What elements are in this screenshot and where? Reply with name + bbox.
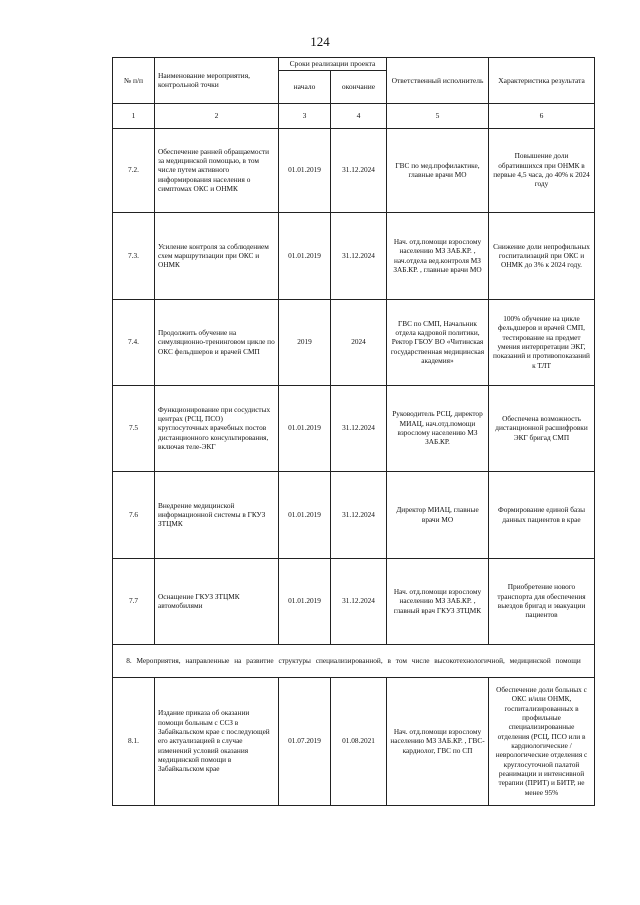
row-name: Продолжить обучение на симуляционно-тренинговом цикле по ОКС фельдшеров и врачей СМП <box>155 299 279 385</box>
row-responsible: Нач. отд.помощи взрослому населению МЗ ЗАБ.КР. , нач.отдела вед.контроля МЗ ЗАБ.КР. , главные врачи МО <box>387 212 489 299</box>
row-num: 7.7 <box>113 558 155 644</box>
table-row <box>113 128 595 212</box>
header-responsible: Ответственный исполнитель <box>387 58 489 104</box>
table-row <box>113 299 595 385</box>
row-result: Повышение доли обратившихся при ОНМК в первые 4,5 часа, до 40% к 2024 году <box>489 128 595 212</box>
table-row <box>113 212 595 299</box>
row-start: 01.07.2019 <box>279 677 331 805</box>
row-responsible: ГВС по СМП, Начальник отдела кадровой политики, Ректор ГБОУ ВО «Читинская государственная медицинская академия» <box>387 299 489 385</box>
row-end: 31.12.2024 <box>331 385 387 471</box>
table-row <box>113 677 595 805</box>
row-start: 01.01.2019 <box>279 558 331 644</box>
header-start: начало <box>279 70 331 103</box>
measures-table <box>112 57 595 806</box>
row-responsible: Нач. отд.помощи взрослому населению МЗ ЗАБ.КР. , главный врач ГКУЗ ЗТЦМК <box>387 558 489 644</box>
header-end: окончание <box>331 70 387 103</box>
row-start: 2019 <box>279 299 331 385</box>
row-name: Усиление контроля за соблюдением схем маршрутизации при ОКС и ОНМК <box>155 212 279 299</box>
header-name: Наименование мероприятия, контрольной точки <box>155 58 279 104</box>
table-row <box>113 558 595 644</box>
row-num: 7.5 <box>113 385 155 471</box>
column-number: 4 <box>331 103 387 128</box>
column-number: 2 <box>155 103 279 128</box>
header-terms: Сроки реализации проекта <box>279 58 387 71</box>
row-result: Формирование единой базы данных пациентов в крае <box>489 471 595 558</box>
row-result: Обеспечена возможность дистанционной расшифровки ЭКГ бригад СМП <box>489 385 595 471</box>
row-num: 7.4. <box>113 299 155 385</box>
table-row <box>113 385 595 471</box>
header-num: № п/п <box>113 58 155 104</box>
row-result: Приобретение нового транспорта для обеспечения выездов бригад и эвакуации пациентов <box>489 558 595 644</box>
row-result: Обеспечение доли больных с ОКС и/или ОНМК, госпитализированных в профильные специализированные отделения (РСЦ, ПСО или в кардиологические / неврологические отделения с круглосуточной палатой реанимации и интенсивной терапии (ПРИТ) и БИТР, не менее 95% <box>489 677 595 805</box>
row-num: 7.2. <box>113 128 155 212</box>
row-num: 7.6 <box>113 471 155 558</box>
column-number: 3 <box>279 103 331 128</box>
row-name: Издание приказа об оказании помощи больным с ССЗ в Забайкальском крае с последующей его актуализацией в случае изменений условий оказания медицинской помощи в Забайкальском крае <box>155 677 279 805</box>
row-end: 2024 <box>331 299 387 385</box>
row-result: Снижение доли непрофильных госпитализаций при ОКС и ОНМК до 3% к 2024 году. <box>489 212 595 299</box>
row-start: 01.01.2019 <box>279 212 331 299</box>
row-start: 01.01.2019 <box>279 385 331 471</box>
page-number: 124 <box>310 34 330 49</box>
row-start: 01.01.2019 <box>279 128 331 212</box>
row-responsible: Нач. отд.помощи взрослому населению МЗ ЗАБ.КР. , ГВС-кардиолог, ГВС по СП <box>387 677 489 805</box>
column-number: 5 <box>387 103 489 128</box>
row-name: Функционирование при сосудистых центрах (РСЦ, ПСО) круглосуточных врачебных постов дистанционного консультирования, включая теле-ЭКГ <box>155 385 279 471</box>
column-number: 1 <box>113 103 155 128</box>
section-heading: 8. Мероприятия, направленные на развитие структуры специализированной, в том числе высокотехнологичной, медицинской помощи <box>113 644 595 677</box>
row-num: 7.3. <box>113 212 155 299</box>
column-numbers-row <box>113 103 595 128</box>
row-end: 31.12.2024 <box>331 128 387 212</box>
row-end: 01.08.2021 <box>331 677 387 805</box>
header-result: Характеристика результата <box>489 58 595 104</box>
row-name: Внедрение медицинской информационной системы в ГКУЗ ЗТЦМК <box>155 471 279 558</box>
row-responsible: ГВС по мед.профилактике, главные врачи МО <box>387 128 489 212</box>
row-start: 01.01.2019 <box>279 471 331 558</box>
column-number: 6 <box>489 103 595 128</box>
section-heading-row <box>113 644 595 677</box>
row-name: Оснащение ГКУЗ ЗТЦМК автомобилями <box>155 558 279 644</box>
row-responsible: Руководитель РСЦ, директор МИАЦ, нач.отд.помощи взрослому населению МЗ ЗАБ.КР. <box>387 385 489 471</box>
row-result: 100% обучение на цикле фельдшеров и врачей СМП, тестирование на предмет умения интерпретации ЭКГ, показаний и противопоказаний к ТЛТ <box>489 299 595 385</box>
table-row <box>113 471 595 558</box>
row-end: 31.12.2024 <box>331 212 387 299</box>
row-name: Обеспечение ранней обращаемости за медицинской помощью, в том числе путем активного информирования населения о симптомах ОКС и ОНМК <box>155 128 279 212</box>
row-end: 31.12.2024 <box>331 558 387 644</box>
row-num: 8.1. <box>113 677 155 805</box>
row-responsible: Директор МИАЦ, главные врачи МО <box>387 471 489 558</box>
row-end: 31.12.2024 <box>331 471 387 558</box>
